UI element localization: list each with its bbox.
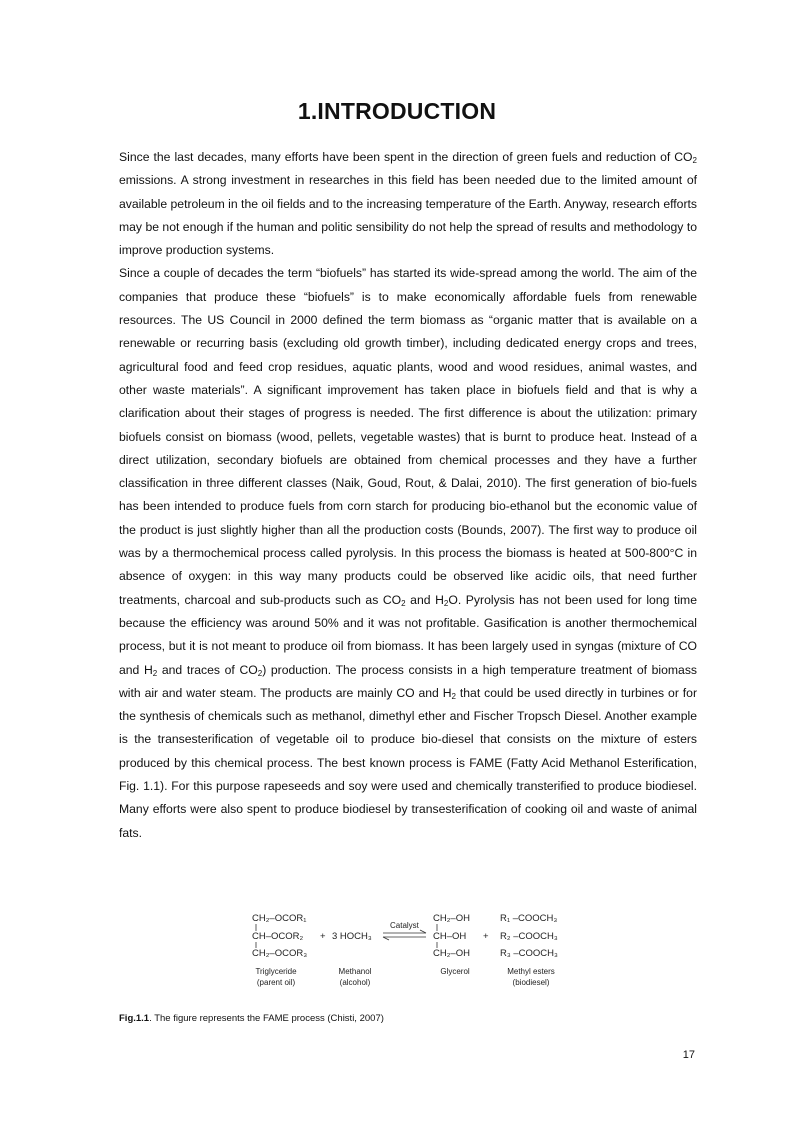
methanol-formula: 3 HOCH₃ — [332, 931, 372, 942]
ester-line-2: R₂ –COOCH₃ — [500, 931, 558, 942]
methyl-esters-structure — [500, 913, 558, 959]
body-text — [119, 146, 697, 845]
triglyceride-line-1: CH₂–OCOR₁ — [252, 913, 307, 924]
plus-sign: + — [320, 931, 326, 942]
label-biodiesel: (biodiesel) — [512, 978, 550, 987]
fame-reaction-diagram — [248, 908, 578, 994]
label-glycerol: Glycerol — [440, 967, 470, 976]
label-methanol: Methanol — [338, 967, 372, 976]
label-parent-oil: (parent oil) — [256, 978, 296, 987]
glycerol-line-1: CH₂–OH — [433, 913, 470, 924]
glycerol-structure — [433, 913, 470, 959]
figure-caption — [119, 1013, 384, 1024]
glycerol-line-2: CH–OH — [433, 931, 467, 942]
ester-line-3: R₃ –COOCH₃ — [500, 948, 558, 959]
figure-labels — [255, 967, 554, 987]
caption-label: Fig.1.1 — [119, 1013, 150, 1024]
page-number: 17 — [682, 1049, 695, 1061]
fame-reaction-figure — [248, 908, 578, 994]
plus-sign: + — [483, 931, 489, 942]
triglyceride-line-2: CH–OCOR₂ — [252, 931, 304, 942]
label-alcohol: (alcohol) — [339, 978, 371, 987]
paragraph-2: Since a couple of decades the term “biofuels” has started its wide-spread among the world. The aim of the companies that produce these “biofuels” is to make economically affordable fuels from renewable resources. The US Council in 2000 defined the term biomass as “organic matter that is available on a renewable or recurring basis (excluding old growth timber), including dedicated energy crops and trees, agricultural food and feed crop residues, aquatic plants, wood and wood residues, animal wastes, and other waste materials”. A significant improvement has taken place in biofuels field and that is why a clarification about their stages of progress is needed. The first difference is about the utilization: primary biofuels consist on biomass (wood, pellets, vegetable wastes) that is burnt to produce heat. Instead of a direct utilization, secondary biofuels are obtained from chemical processes and they have a further classification in three different classes (Naik, Goud, Rout, & Dalai, 2010). The first generation of bio-fuels has been intended to produce fuels from corn starch for producing bio-ethanol but the economic value of the product is just slightly higher than all the production costs (Bounds, 2007). The first way to produce oil was by a thermochemical process called pyrolysis. In this process the biomass is heated at 500-800°C in absence of oxygen: in this way many products could be observed like acidic oils, that need further treatments, charcoal and sub-products such as $CO_2$ and $H_2O$. Pyrolysis has not been used for long time because the efficiency was around 50% and it was not profitable. Gasification is another thermochemical process, but it is not meant to produce oil from biomass. It has been largely used in syngas (mixture of CO and $H_2$ and traces of $CO_2$) production. The process consists in a high temperature treatment of biomass with air and water steam. The products are mainly CO and $H_2$ that could be used directly in turbines or for the synthesis of chemicals such as methanol, dimethyl ether and Fischer Tropsch Diesel. Another example is the transesterification of vegetable oil to produce bio-diesel that consists on the mixture of esters produced by this chemical process. The best known process is FAME (Fatty Acid Methanol Esterification, Fig. 1.1). For this purpose rapeseeds and soy were used and chemically transterified to produce biodiesel. Many efforts were also spent to produce biodiesel by transesterification of cooking oil and waste of animal fats. — [119, 266, 698, 840]
caption-text: . The figure represents the FAME process (Chisti, 2007) — [149, 1013, 384, 1024]
label-triglyceride: Triglyceride — [255, 967, 297, 976]
page-title: 1.INTRODUCTION — [297, 98, 497, 124]
glycerol-line-3: CH₂–OH — [433, 948, 470, 959]
triglyceride-line-3: CH₂–OCOR₃ — [252, 948, 308, 959]
equilibrium-arrows — [383, 930, 426, 940]
triglyceride-structure — [252, 913, 307, 959]
ester-line-1: R₁ –COOCH₃ — [500, 913, 558, 924]
paragraph-1: Since the last decades, many efforts have been spent in the direction of green fuels and reduction of $CO_2$ emissions. A strong investment in researches in this field has been needed due to the limited amount of available petroleum in the oil fields and to the increasing temperature of the Earth. Anyway, research efforts may be not enough if the human and politic sensibility do not help the spread of results and methodology to improve production systems. — [119, 150, 697, 258]
catalyst-label: Catalyst — [390, 921, 419, 930]
label-methyl-esters: Methyl esters — [507, 967, 555, 976]
